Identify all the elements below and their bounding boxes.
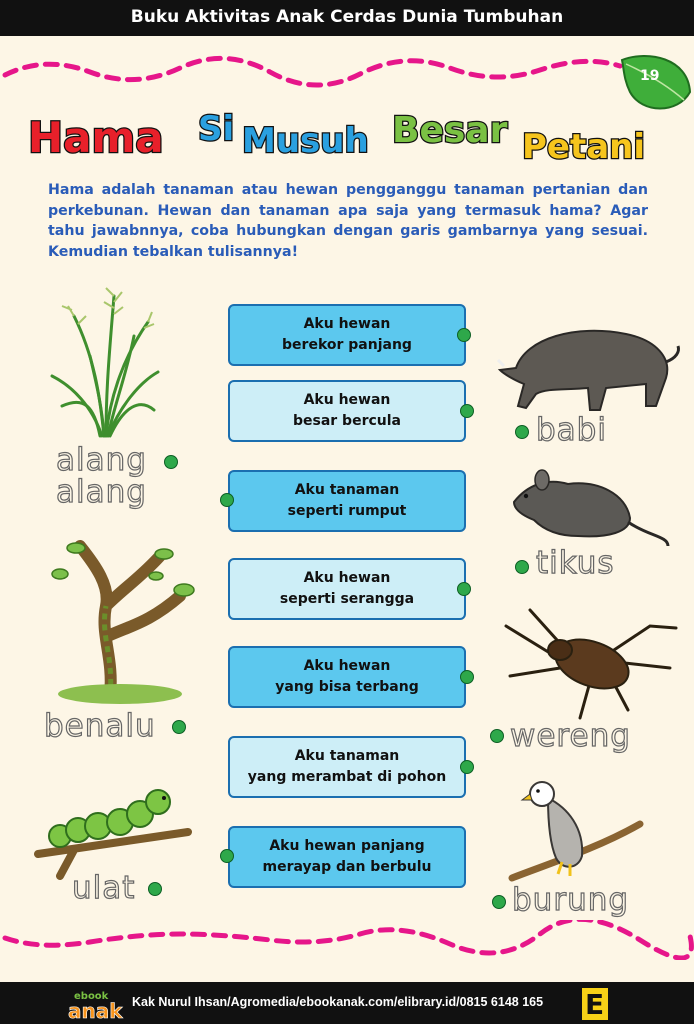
heading-word-musuh: Musuh [242,121,369,161]
boar-icon [496,318,682,414]
clue-box-6[interactable]: Aku tanaman yang merambat di pohon [228,736,466,798]
babi-connect-dot[interactable] [515,425,529,439]
publisher-logo-letter: E [585,988,605,1021]
clue-box-7[interactable]: Aku hewan panjang merayap dan berbulu [228,826,466,888]
grass-icon [44,286,164,440]
clue-box-1[interactable]: Aku hewan berekor panjang [228,304,466,366]
word-tikus: tikus [536,545,615,581]
tikus-connect-dot[interactable] [515,560,529,574]
page-number: 19 [640,68,660,84]
clue-2-connect-dot[interactable] [460,404,474,418]
clue-box-3[interactable]: Aku tanaman seperti rumput [228,470,466,532]
book-title: Buku Aktivitas Anak Cerdas Dunia Tumbuhan [130,7,564,27]
bottom-wave-divider [0,920,694,960]
burung-connect-dot[interactable] [492,895,506,909]
page-heading [20,100,660,178]
caterpillar-icon [34,784,194,884]
word-wereng: wereng [510,718,631,754]
footer-credit: Kak Nurul Ihsan/Agromedia/ebookanak.com/elibrary.id/0815 6148 165 [132,995,544,1009]
word-benalu: benalu [44,708,156,744]
ebookanak-logo [66,988,130,1020]
tree-icon [40,526,200,706]
heading-word-hama: Hama [28,113,164,162]
word-babi: babi [536,412,607,448]
clue-box-2[interactable]: Aku hewan besar bercula [228,380,466,442]
eagle-icon [508,778,644,888]
heading-word-si: Si [198,109,235,149]
heading-word-petani: Petani [522,127,646,167]
word-alang-alang: alang alang [56,442,147,510]
heading-word-besar: Besar [392,110,508,151]
clue-5-connect-dot[interactable] [460,670,474,684]
word-burung: burung [512,882,630,918]
instructions-paragraph: Hama adalah tanaman atau hewan pengganggu tanaman pertanian dan perkebunan. Hewan dan tanaman apa saja yang termasuk hama? Agar tahu jawabnnya, coba hubungkan dengan garis gambarnya yang sesuai. Kemudian tebalkan tulisannya! [48,182,648,260]
top-wave-divider [0,50,694,90]
clue-box-4[interactable]: Aku hewan seperti serangga [228,558,466,620]
rat-icon [508,466,672,552]
clue-4-connect-dot[interactable] [457,582,471,596]
clue-box-5[interactable]: Aku hewan yang bisa terbang [228,646,466,708]
word-ulat: ulat [72,870,136,906]
wereng-connect-dot[interactable] [490,729,504,743]
benalu-connect-dot[interactable] [172,720,186,734]
header-bar [0,0,694,36]
alang-alang-connect-dot[interactable] [164,455,178,469]
logo-text-small: ebook [74,991,109,1002]
clue-7-connect-dot[interactable] [220,849,234,863]
publisher-logo [582,988,608,1020]
clue-1-connect-dot[interactable] [457,328,471,342]
clue-6-connect-dot[interactable] [460,760,474,774]
ulat-connect-dot[interactable] [148,882,162,896]
clue-3-connect-dot[interactable] [220,493,234,507]
logo-text-big: anak [68,999,123,1020]
insect-icon [500,606,680,724]
